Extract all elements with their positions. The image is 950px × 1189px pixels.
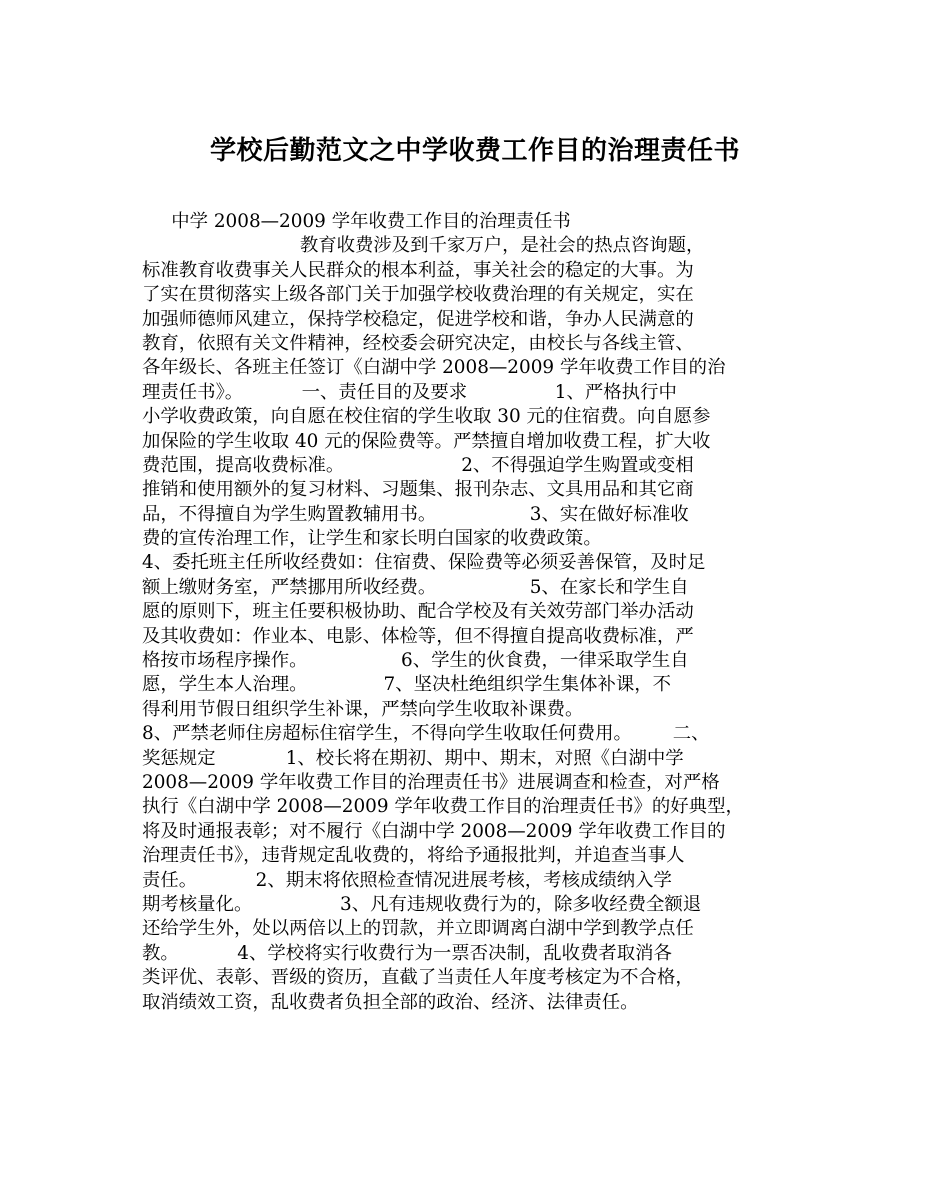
body-line: 小学收费政策，向自愿在校住宿的学生收取 30 元的住宿费。向自愿参 xyxy=(142,406,711,428)
body-line: 治理责任书》，违背规定乱收费的，将给予通报批判，并追查当事人 xyxy=(142,845,685,867)
body-line: 奖惩规定 1、校长将在期初、期中、期末，对照《白湖中学 xyxy=(142,747,684,769)
body-line: 期考核量化。 3、凡有违规收费行为的，除多收经费全额退 xyxy=(142,893,702,915)
body-line: 各年级长、各班主任签订《白湖中学 2008—2009 学年收费工作目的治 xyxy=(142,357,726,379)
body-line: 取消绩效工资，乱收费者负担全部的政治、经济、法律责任。 xyxy=(142,991,639,1013)
body-line: 费的宣传治理工作，让学生和家长明白国家的收费政策。 xyxy=(142,528,602,550)
body-line: 推销和使用额外的复习材料、习题集、报刊杂志、文具用品和其它商 xyxy=(142,479,694,501)
body-line: 还给学生外，处以两倍以上的罚款，并立即调离白湖中学到教学点任 xyxy=(142,918,694,940)
body-line: 执行《白湖中学 2008—2009 学年收费工作目的治理责任书》的好典型， xyxy=(142,796,744,818)
body-line: 愿的原则下，班主任要积极协助、配合学校及有关效劳部门举办活动 xyxy=(142,601,694,623)
body-line: 格按市场程序操作。 6、学生的伙食费，一律采取学生自 xyxy=(142,650,689,672)
body-line: 愿，学生本人治理。 7、坚决杜绝组织学生集体补课，不 xyxy=(142,674,672,696)
body-line: 得利用节假日组织学生补课，严禁向学生收取补课费。 xyxy=(142,698,584,720)
body-line: 标准教育收费事关人民群众的根本利益，事关社会的稳定的大事。为 xyxy=(142,259,694,281)
body-line: 类评优、表彰、晋级的资历，直截了当责任人年度考核定为不合格， xyxy=(142,967,694,989)
body-line: 教育收费涉及到千家万户，是社会的热点咨询题， xyxy=(142,235,705,257)
body-line: 中学 2008—2009 学年收费工作目的治理责任书 xyxy=(142,211,571,232)
body-line: 加保险的学生收取 40 元的保险费等。严禁擅自增加收费工程，扩大收 xyxy=(142,430,711,452)
body-line: 责任。 2、期末将依照检查情况进展考核，考核成绩纳入学 xyxy=(142,869,672,891)
body-line: 了实在贯彻落实上级各部门关于加强学校收费治理的有关规定，实在 xyxy=(142,284,694,306)
body-line: 8、严禁老师住房超标住宿学生，不得向学生收取任何费用。 二、 xyxy=(142,723,710,745)
body-line: 品，不得擅自为学生购置教辅用书。 3、实在做好标准收 xyxy=(142,503,689,525)
body-line: 加强师德师风建立，保持学校稳定，促进学校和谐，争办人民满意的 xyxy=(142,308,694,330)
document-title: 学校后勤范文之中学收费工作目的治理责任书 xyxy=(209,136,740,166)
body-line: 费范围，提高收费标准。 2、不得强迫学生购置或变相 xyxy=(142,454,694,476)
body-line: 4、委托班主任所收经费如：住宿费、保险费等必须妥善保管，及时足 xyxy=(142,552,706,574)
document-body xyxy=(142,210,812,1015)
body-line: 及其收费如：作业本、电影、体检等，但不得擅自提高收费标准，严 xyxy=(142,625,694,647)
body-line: 额上缴财务室，严禁挪用所收经费。 5、在家长和学生自 xyxy=(142,576,689,598)
body-line: 2008—2009 学年收费工作目的治理责任书》进展调查和检查，对严格 xyxy=(142,771,720,793)
body-line: 理责任书》。 一、责任目的及要求 1、严格执行中 xyxy=(142,381,677,403)
body-line: 教。 4、学校将实行收费行为一票否决制，乱收费者取消各 xyxy=(142,942,672,964)
body-line: 将及时通报表彰；对不履行《白湖中学 2008—2009 学年收费工作目的 xyxy=(142,820,726,842)
body-line: 教育，依照有关文件精神，经校委会研究决定，由校长与各线主管、 xyxy=(142,332,694,354)
